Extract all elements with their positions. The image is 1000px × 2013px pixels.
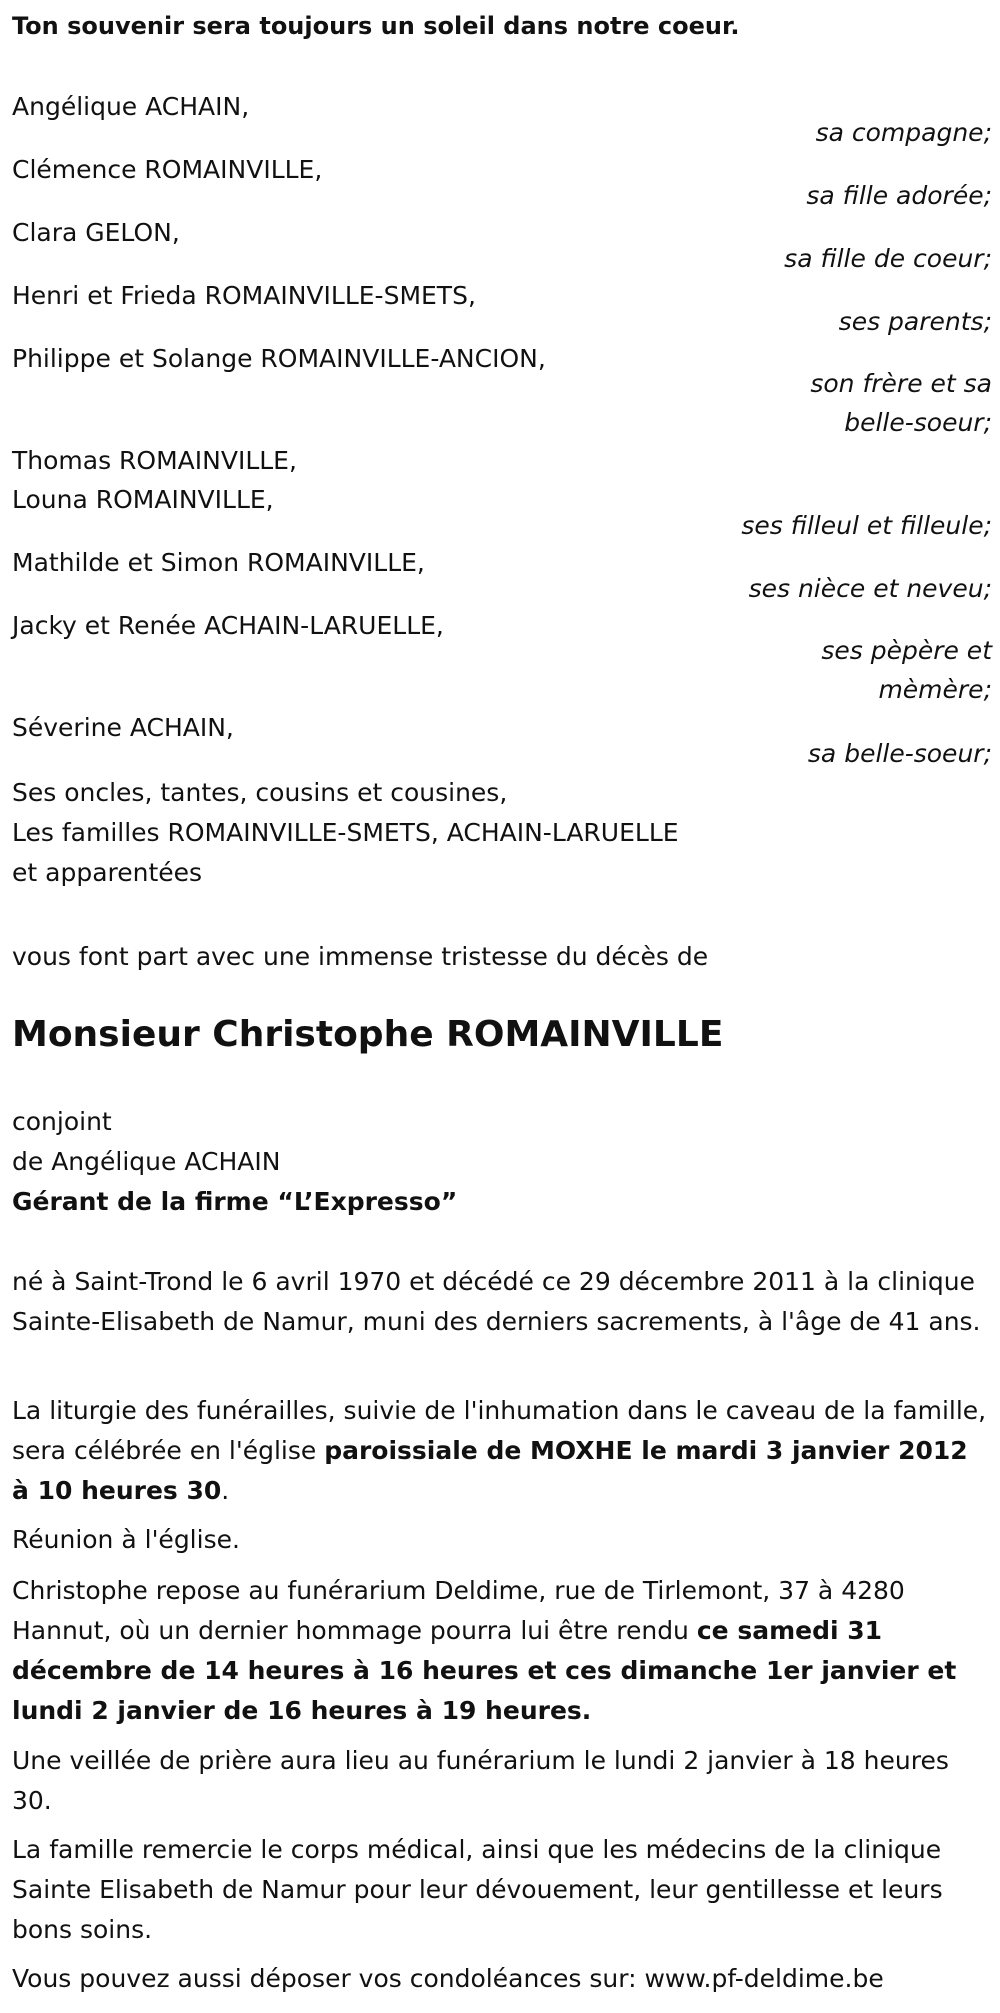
status-line: de Angélique ACHAIN bbox=[12, 1147, 281, 1176]
family-relation: son frère et sa bbox=[810, 369, 992, 398]
deceased-name: Monsieur Christophe ROMAINVILLE bbox=[12, 1014, 724, 1055]
funerarium-text: Christophe repose au funérarium Deldime, rue de Tirlemont, 37 à 4280 Hannut, où un dernier hommage pourra lui être rendu bbox=[12, 1576, 905, 1645]
family-name: Louna ROMAINVILLE, bbox=[12, 485, 274, 514]
vigil-paragraph: Une veillée de prière aura lieu au funérarium le lundi 2 janvier à 18 heures 30. bbox=[12, 1746, 949, 1815]
liturgy-date: paroissiale de MOXHE le mardi 3 janvier 2012 à 10 heures 30 bbox=[12, 1436, 968, 1505]
family-relation: ses nièce et neveu; bbox=[748, 574, 992, 603]
condolences-line: Vous pouvez aussi déposer vos condoléances sur: www.pf-deldime.be bbox=[12, 1964, 884, 1993]
family-relation: sa fille de coeur; bbox=[784, 244, 992, 273]
liturgy-end: . bbox=[221, 1476, 230, 1505]
family-relation: sa fille adorée; bbox=[806, 181, 992, 210]
family-relation: ses filleul et filleule; bbox=[741, 511, 992, 540]
family-name: Jacky et Renée ACHAIN-LARUELLE, bbox=[12, 611, 444, 640]
family-name: Angélique ACHAIN, bbox=[12, 92, 250, 121]
epigraph: Ton souvenir sera toujours un soleil dans notre coeur. bbox=[12, 12, 740, 40]
family-relation: sa compagne; bbox=[815, 118, 992, 147]
extended-family-line: Ses oncles, tantes, cousins et cousines, bbox=[12, 778, 508, 807]
family-name: Mathilde et Simon ROMAINVILLE, bbox=[12, 548, 425, 577]
thanks-paragraph: La famille remercie le corps médical, ainsi que les médecins de la clinique Sainte Elisabeth de Namur pour leur dévouement, leur gentillesse et leurs bons soins. bbox=[12, 1835, 943, 1944]
family-name: Henri et Frieda ROMAINVILLE-SMETS, bbox=[12, 281, 476, 310]
meeting-paragraph: Réunion à l'église. bbox=[12, 1525, 240, 1554]
family-name: Clémence ROMAINVILLE, bbox=[12, 155, 323, 184]
funerarium-paragraph bbox=[12, 1571, 992, 1731]
liturgy-paragraph bbox=[12, 1391, 992, 1511]
announcement: vous font part avec une immense tristesse du décès de bbox=[12, 942, 709, 971]
family-name: Thomas ROMAINVILLE, bbox=[12, 446, 297, 475]
family-relation: ses parents; bbox=[838, 307, 992, 336]
extended-family-line: Les familles ROMAINVILLE-SMETS, ACHAIN-LARUELLE bbox=[12, 818, 679, 847]
status-line: conjoint bbox=[12, 1107, 112, 1136]
family-relation: sa belle-soeur; bbox=[807, 739, 992, 768]
birth-death-paragraph: né à Saint-Trond le 6 avril 1970 et décédé ce 29 décembre 2011 à la clinique Sainte-Elisabeth de Namur, muni des derniers sacrements, à l'âge de 41 ans. bbox=[12, 1267, 981, 1336]
extended-family-line: et apparentées bbox=[12, 858, 203, 887]
family-relation: mèmère; bbox=[878, 675, 992, 704]
occupation: Gérant de la firme “L’Expresso” bbox=[12, 1187, 458, 1216]
extended-family bbox=[12, 773, 679, 893]
family-name: Clara GELON, bbox=[12, 218, 180, 247]
family-name: Philippe et Solange ROMAINVILLE-ANCION, bbox=[12, 344, 546, 373]
funerarium-hours: ce samedi 31 décembre de 14 heures à 16 heures et ces dimanche 1er janvier et lundi 2 janvier de 16 heures à 19 heures. bbox=[12, 1616, 957, 1725]
family-relation: belle-soeur; bbox=[844, 408, 992, 437]
family-relation: ses pèpère et bbox=[821, 636, 992, 665]
liturgy-text: La liturgie des funérailles, suivie de l'inhumation dans le caveau de la famille, sera célébrée en l'église bbox=[12, 1396, 987, 1465]
family-name: Séverine ACHAIN, bbox=[12, 713, 234, 742]
deceased-status bbox=[12, 1102, 457, 1222]
